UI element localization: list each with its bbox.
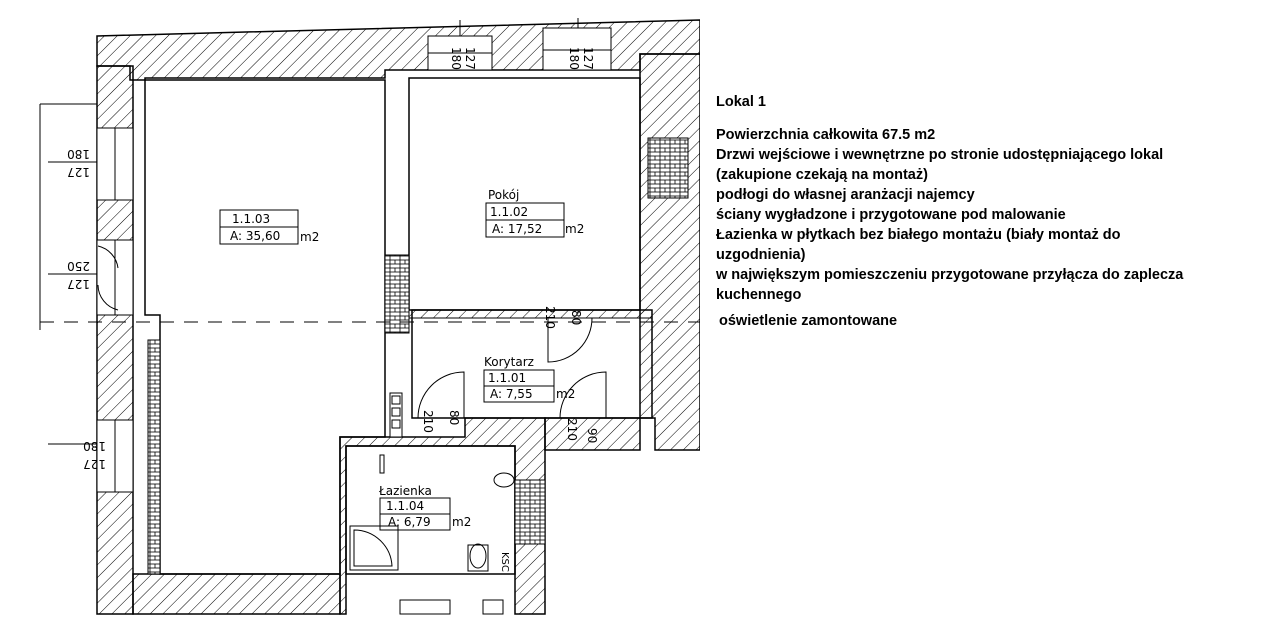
room-name: Pokój xyxy=(488,188,520,202)
info-line: ściany wygładzone i przygotowane pod malowanie xyxy=(716,207,1066,223)
description-panel xyxy=(716,92,1186,331)
info-line: oświetlenie zamontowane xyxy=(719,313,898,329)
ksc-label: KSC xyxy=(499,552,510,572)
info-line: Drzwi wejściowe i wewnętrzne po stronie udostępniającego lokal (zakupione czekają na montaż) xyxy=(716,147,1164,183)
dim-text: 210 xyxy=(565,418,579,441)
bathroom-fixtures xyxy=(350,455,514,614)
dim-text: 180 xyxy=(83,439,106,453)
dim-text: 80 xyxy=(569,310,583,326)
info-line: Powierzchnia całkowita 67.5 m2 xyxy=(716,127,936,143)
info-line: Łazienka w płytkach bez białego montażu (biały montaż do uzgodnienia) xyxy=(716,227,1121,263)
room-name: Łazienka xyxy=(379,484,432,498)
dim-text: 210 xyxy=(543,306,557,329)
dim-text: 80 xyxy=(447,410,461,426)
dim-text: 127 xyxy=(463,47,477,70)
room-area-unit: m2 xyxy=(452,515,472,529)
dim-text: 127 xyxy=(67,277,90,291)
room-area: A: 7,55 xyxy=(490,387,533,401)
info-line: podłogi do własnej aranżacji najemcy xyxy=(716,187,975,203)
dim-text: 250 xyxy=(67,259,90,273)
dim-text: 180 xyxy=(449,47,463,70)
room-area: A: 17,52 xyxy=(492,222,543,236)
room-area: A: 35,60 xyxy=(230,229,281,243)
room-number: 1.1.04 xyxy=(386,499,425,513)
dim-text: 127 xyxy=(67,165,90,179)
room-label-1-1-02 xyxy=(486,188,584,237)
room-area: A: 6,79 xyxy=(388,515,431,529)
room-label-1-1-04 xyxy=(378,484,471,530)
window-dimension-labels xyxy=(67,47,595,471)
room-label-1-1-03 xyxy=(220,210,319,244)
room-area-unit: m2 xyxy=(556,387,576,401)
dim-text: 127 xyxy=(83,457,106,471)
room-number: 1.1.01 xyxy=(488,371,527,385)
dim-text: 127 xyxy=(581,47,595,70)
room-area-unit: m2 xyxy=(300,230,320,244)
room-number: 1.1.02 xyxy=(490,205,529,219)
room-area-unit: m2 xyxy=(565,222,585,236)
dim-text: 180 xyxy=(67,147,90,161)
dim-text: 180 xyxy=(567,47,581,70)
info-line: w największym pomieszczeniu przygotowane przyłącza do zaplecza kuchennego xyxy=(716,267,1184,303)
unit-title: Lokal 1 xyxy=(716,94,766,110)
room-label-1-1-01 xyxy=(484,355,575,402)
room-number: 1.1.03 xyxy=(232,212,271,226)
room-name: Korytarz xyxy=(484,355,534,369)
dim-text: 90 xyxy=(585,428,599,444)
dim-text: 210 xyxy=(421,410,435,433)
